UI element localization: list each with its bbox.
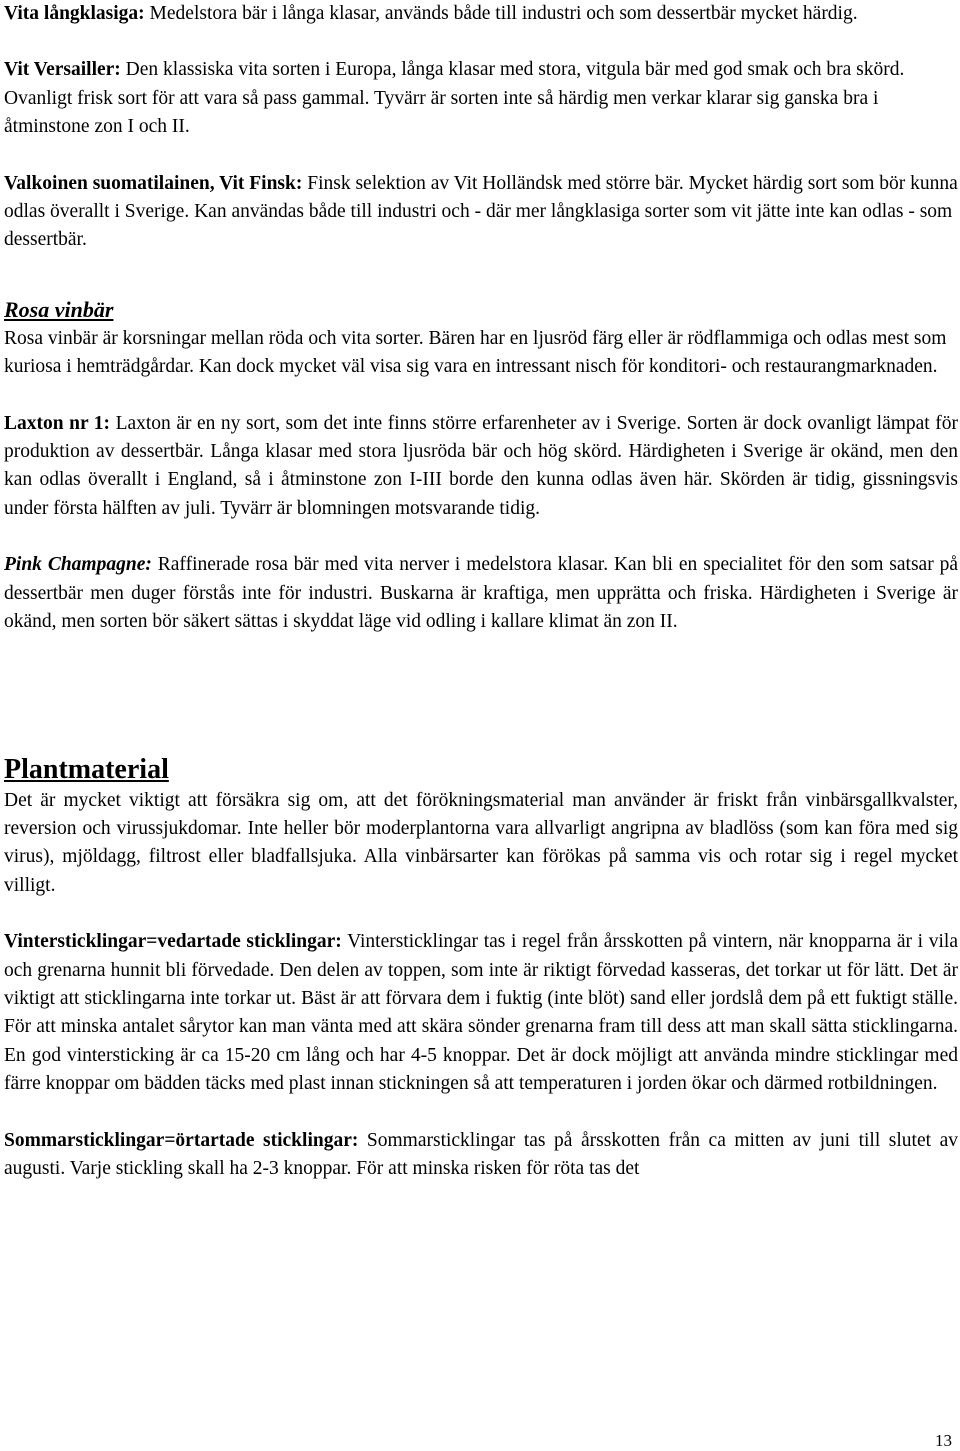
paragraph-rosa-intro: Rosa vinbär är korsningar mellan röda och vita sorter. Bären har en ljusröd färg eller är rödflammiga och odlas mest som kuriosa i hemträdgårdar. Kan dock mycket väl visa sig vara en intressant nisch för konditori- och restaurangmarknaden. [4,327,947,378]
paragraph-sommarsticklingar [4,1127,958,1184]
paragraph-plant-intro: Det är mycket viktigt att försäkra sig om, att det förökningsmaterial man använder är friskt från vinbärsgallkvalster, reversion och virussjukdomar. Inte heller bör moderplantorna vara allvarligt angripna av bladlöss (som kan föra med sig virus), mjöldagg, filtrost eller bladfallsjuka. Alla vinbärsarter kan förökas på samma vis och rotar sig i regel mycket villigt. [4,789,958,896]
page-number: 13 [935,1431,952,1450]
variety-label: Vita långklasiga: [4,3,145,24]
method-description: Sommarsticklingar tas på årsskotten från ca mitten av juni till slutet av augusti. Varje stickling skall ha 2-3 knoppar. För att minska risken för röta tas det [4,1129,958,1179]
paragraph-vita-langklasiga [4,0,958,28]
variety-description: Medelstora bär i långa klasar, används både till industri och som dessertbär mycket härdig. [144,3,858,24]
section-heading-plantmaterial: Plantmaterial [4,753,169,785]
paragraph-vit-versailler [4,56,958,141]
variety-label: Pink Champagne: [4,554,152,576]
variety-description: Den klassiska vita sorten i Europa, långa klasar med stora, vitgula bär med god smak och bra skörd. Ovanligt frisk sort för att vara så pass gammal. Tyvärr är sorten inte så härdig men verkar klarar sig ganska bra i åtminstone zon I och II. [4,59,905,138]
method-description: Vintersticklingar tas i regel från årsskotten på vintern, när knopparna är i vila och grenarna hunnit bli förvedade. Den delen av toppen, som inte är riktigt förvedad kasseras, det torkar ut för lätt. Det är viktigt att sticklingarna inte torkar ut. Bäst är att förvara dem i fuktig (inte blöt) sand eller jordslå dem på ett fuktigt ställe. För att minska antalet sårytor kan man vänta med att skära sönder grenarna fram till dess att man skall sätta sticklingarna. En god vintersticking är ca 15-20 cm lång och har 4-5 knoppar. Det är dock möjligt att använda mindre sticklingar med färre knoppar om bädden täcks med plast innan stickningen så att temperaturen i jorden ökar och därmed rotbildningen. [4,931,958,1095]
variety-label: Valkoinen suomatilainen, Vit Finsk: [4,172,303,194]
variety-label: Vit Versailler: [4,59,121,81]
paragraph-valkoinen [4,170,958,255]
variety-description: Finsk selektion av Vit Holländsk med större bär. Mycket härdig sort som bör kunna odlas överallt i Sverige. Kan användas både till industri och - där mer långklasiga sorter som vit jätte inte kan odlas - som dessertbär. [4,172,958,251]
document-page [4,0,958,1183]
section-heading-rosa-vinbar: Rosa vinbär [4,296,114,322]
paragraph-vintersticklingar [4,928,958,1098]
variety-description: Laxton är en ny sort, som det inte finns större erfarenheter av i Sverige. Sorten är dock ovanligt lämpat för produktion av dessertbär. Långa klasar med stora ljusröda bär och hög skörd. Härdigheten i Sverige är okänd, men den kan odlas överallt i England, så i åtminstone zon I-III borde den kunna odlas även här. Skörden är tidig, gissningsvis under första hälften av juli. Tyvärr är blomningen motsvarande tidig. [4,412,958,519]
paragraph-pink-champagne [4,551,958,636]
paragraph-laxton [4,410,958,524]
variety-description: Raffinerade rosa bär med vita nerver i medelstora klasar. Kan bli en specialitet för den som satsar på dessertbär men duger förstås inte för industri. Buskarna är kraftiga, men upprätta och friska. Härdigheten i Sverige är okänd, men sorten bör säkert sättas i skyddat läge vid odling i kallare klimat än zon II. [4,554,958,633]
method-label: Vintersticklingar=vedartade sticklingar: [4,931,342,953]
variety-label: Laxton nr 1: [4,412,111,434]
method-label: Sommarsticklingar=örtartade sticklingar: [4,1129,359,1151]
